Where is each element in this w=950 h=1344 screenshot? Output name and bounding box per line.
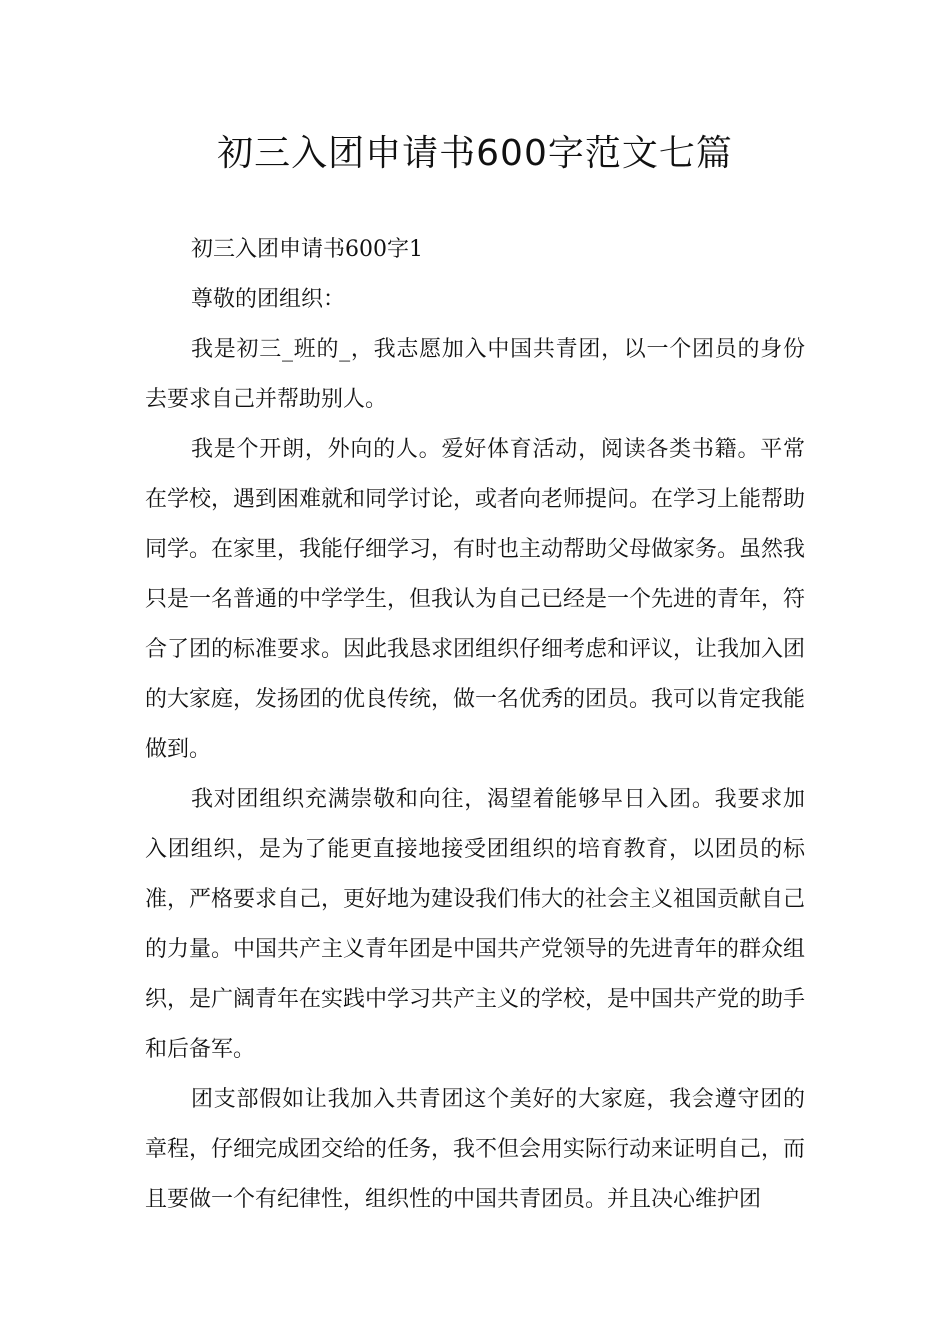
paragraph-2: 我是个开朗，外向的人。爱好体育活动，阅读各类书籍。平常在学校，遇到困难就和同学讨论，或者向老师提问。在学习上能帮助同学。在家里，我能仔细学习，有时也主动帮助父母做家务。虽然我只是一名普通的中学学生，但我认为自己已经是一个先进的青年，符合了团的标准要求。因此我恳求团组织仔细考虑和评议，让我加入团的大家庭，发扬团的优良传统，做一名优秀的团员。我可以肯定我能做到。 (145, 437, 806, 762)
salutation: 尊敬的团组织： (191, 287, 346, 312)
document-title: 初三入团申请书600字范文七篇 (217, 133, 733, 174)
section-heading: 初三入团申请书600字1 (191, 237, 423, 262)
paragraph-1: 我是初三_班的_，我志愿加入中国共青团，以一个团员的身份去要求自己并帮助别人。 (145, 337, 805, 412)
paragraph-4: 团支部假如让我加入共青团这个美好的大家庭，我会遵守团的章程，仔细完成团交给的任务，我不但会用实际行动来证明自己，而且要做一个有纪律性，组织性的中国共青团员。并且决心维护团 (145, 1087, 806, 1212)
paragraph-3: 我对团组织充满崇敬和向往，渴望着能够早日入团。我要求加入团组织，是为了能更直接地接受团组织的培育教育，以团员的标准，严格要求自己，更好地为建设我们伟大的社会主义祖国贡献自己的力量。中国共产主义青年团是中国共产党领导的先进青年的群众组织，是广阔青年在实践中学习共产主义的学校，是中国共产党的助手和后备军。 (145, 787, 806, 1062)
document-body (145, 225, 805, 1225)
